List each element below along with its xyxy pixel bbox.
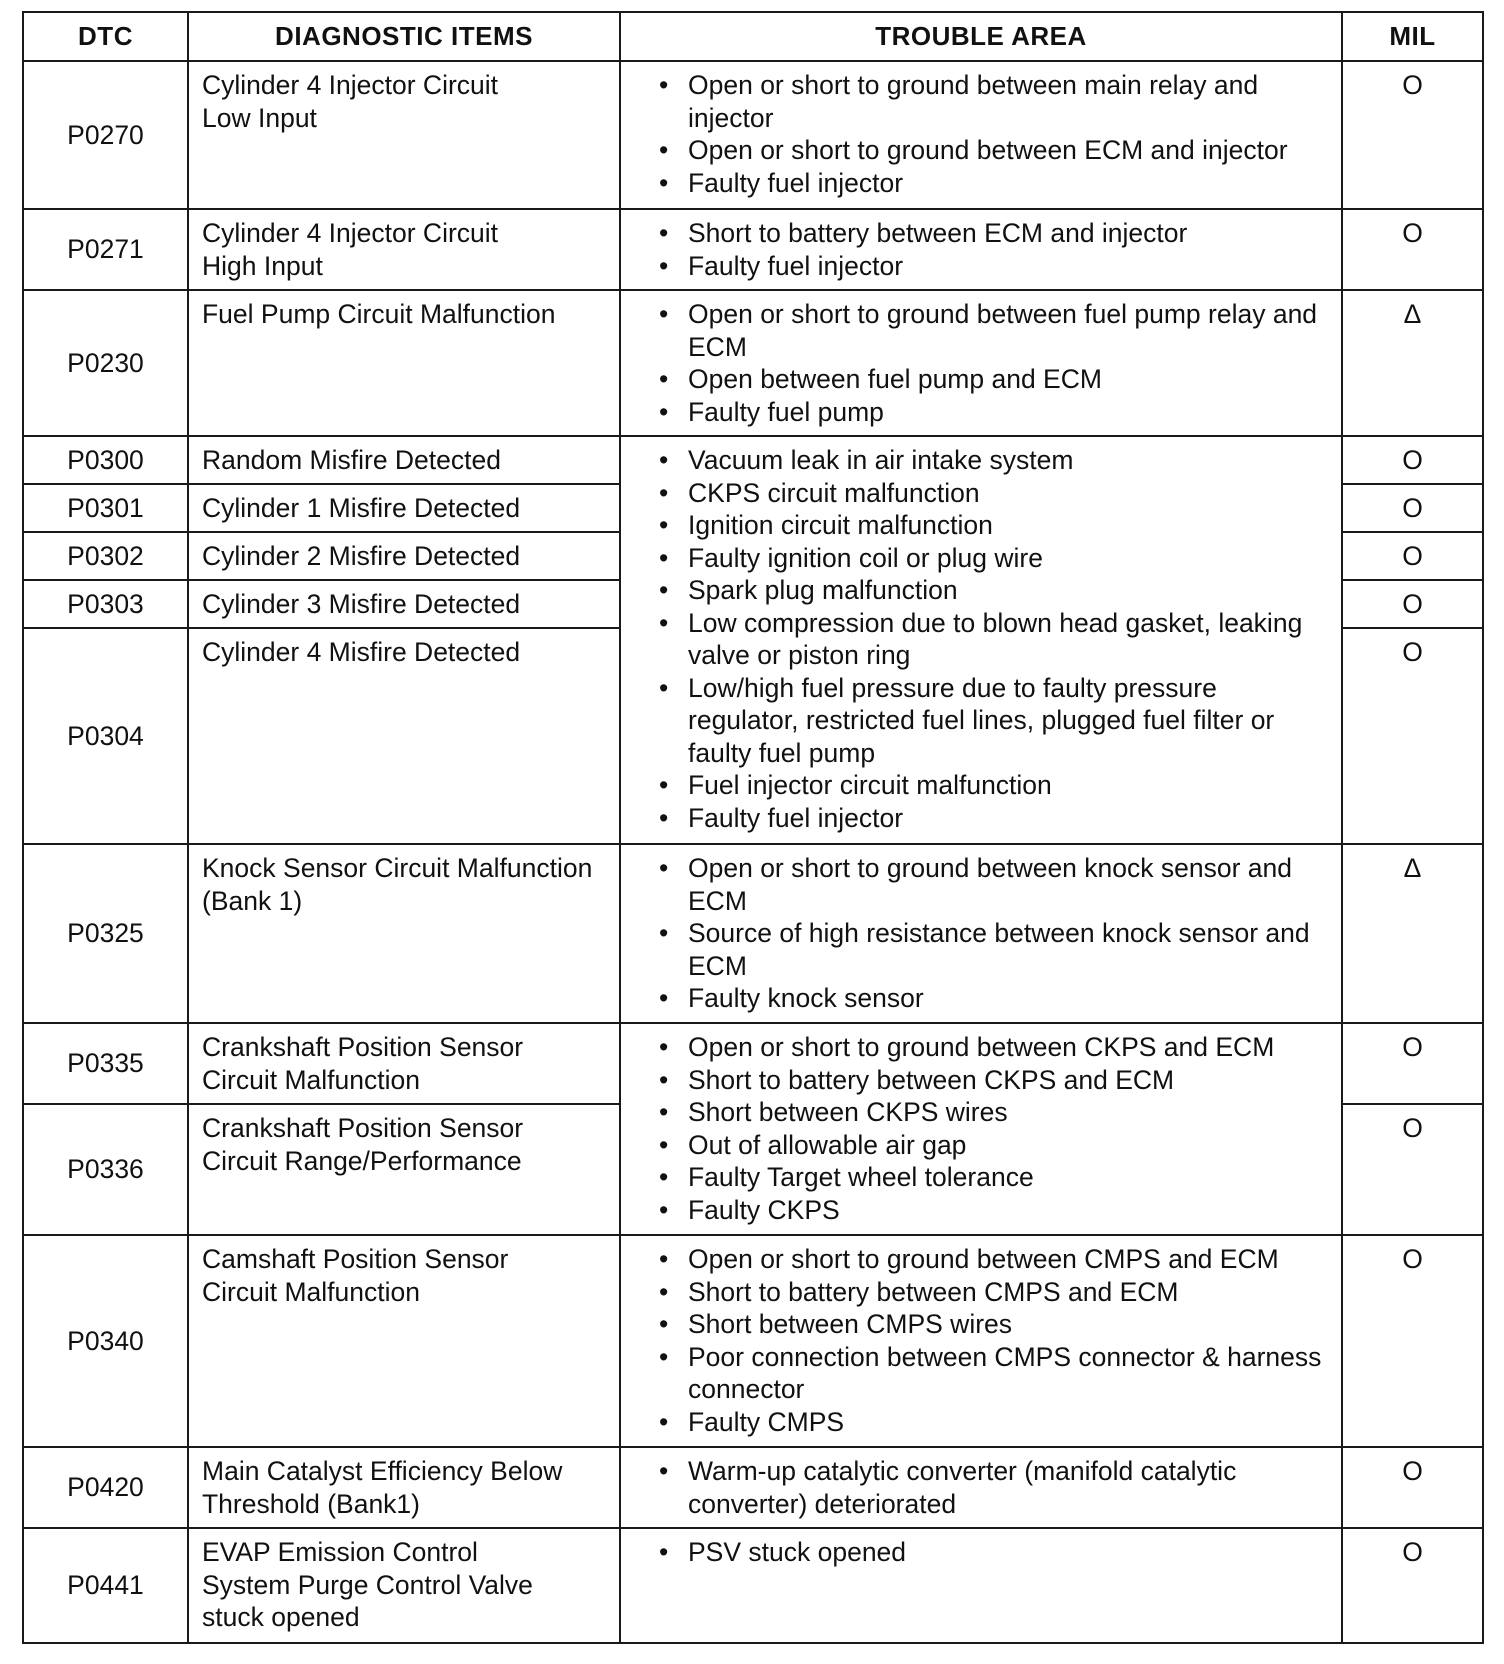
trouble-area-misfire [620, 436, 1342, 844]
dtc-code: P0271 [23, 209, 188, 290]
trouble-item: • Faulty CKPS [659, 1194, 1333, 1227]
trouble-item: • Poor connection between CMPS connector & harness connector [659, 1341, 1333, 1406]
diagnostic-item: Random Misfire Detected [188, 436, 620, 484]
table-row [23, 1528, 1483, 1643]
table-row [23, 290, 1483, 436]
header-row [23, 12, 1483, 61]
dtc-code: P0301 [23, 484, 188, 532]
dtc-code: P0304 [23, 628, 188, 844]
diagnostic-item: Camshaft Position Sensor Circuit Malfunction [188, 1235, 620, 1447]
trouble-item: • Short to battery between ECM and injector [659, 217, 1333, 250]
table-row [23, 1235, 1483, 1447]
trouble-item: • CKPS circuit malfunction [659, 477, 1333, 510]
trouble-area [620, 1447, 1342, 1528]
trouble-item: • Short to battery between CMPS and ECM [659, 1276, 1333, 1309]
trouble-item: • Fuel injector circuit malfunction [659, 769, 1333, 802]
trouble-item: • Faulty fuel pump [659, 396, 1333, 429]
dtc-table [22, 11, 1484, 1644]
mil-indicator: O [1342, 1235, 1483, 1447]
trouble-item: • Out of allowable air gap [659, 1129, 1333, 1162]
mil-indicator: O [1342, 628, 1483, 844]
diagnostic-item: Knock Sensor Circuit Malfunction (Bank 1) [188, 844, 620, 1023]
trouble-item: • PSV stuck opened [659, 1536, 1333, 1569]
trouble-item: • Faulty knock sensor [659, 982, 1333, 1015]
trouble-item: • Spark plug malfunction [659, 574, 1333, 607]
trouble-item: • Ignition circuit malfunction [659, 509, 1333, 542]
trouble-area [620, 844, 1342, 1023]
diagnostic-item: Cylinder 4 Misfire Detected [188, 628, 620, 844]
table-row [23, 1447, 1483, 1528]
dtc-code: P0441 [23, 1528, 188, 1643]
trouble-item: • Open between fuel pump and ECM [659, 363, 1333, 396]
mil-indicator: O [1342, 580, 1483, 628]
dtc-code: P0230 [23, 290, 188, 436]
table-row [23, 1023, 1483, 1104]
trouble-item: • Warm-up catalytic converter (manifold catalytic converter) deteriorated [659, 1455, 1333, 1520]
diagnostic-item: Cylinder 2 Misfire Detected [188, 532, 620, 580]
mil-indicator: O [1342, 532, 1483, 580]
diagnostic-item: Crankshaft Position Sensor Circuit Malfunction [188, 1023, 620, 1104]
trouble-item: • Short between CKPS wires [659, 1096, 1333, 1129]
mil-indicator: O [1342, 1447, 1483, 1528]
mil-indicator: Δ [1342, 290, 1483, 436]
diagnostic-item: Fuel Pump Circuit Malfunction [188, 290, 620, 436]
trouble-item: • Open or short to ground between main relay and injector [659, 69, 1333, 134]
diagnostic-item: Cylinder 1 Misfire Detected [188, 484, 620, 532]
trouble-item: • Vacuum leak in air intake system [659, 444, 1333, 477]
dtc-code: P0270 [23, 61, 188, 209]
dtc-code: P0420 [23, 1447, 188, 1528]
table-row [23, 844, 1483, 1023]
mil-indicator: O [1342, 436, 1483, 484]
trouble-item: • Faulty ignition coil or plug wire [659, 542, 1333, 575]
mil-indicator: O [1342, 1104, 1483, 1235]
mil-indicator: Δ [1342, 844, 1483, 1023]
trouble-area-crankshaft [620, 1023, 1342, 1235]
trouble-item: • Short between CMPS wires [659, 1308, 1333, 1341]
table-row [23, 61, 1483, 209]
trouble-item: • Faulty fuel injector [659, 802, 1333, 835]
mil-indicator: O [1342, 209, 1483, 290]
trouble-item: • Short to battery between CKPS and ECM [659, 1064, 1333, 1097]
trouble-item: • Faulty Target wheel tolerance [659, 1161, 1333, 1194]
trouble-item: • Open or short to ground between knock sensor and ECM [659, 852, 1333, 917]
trouble-area [620, 61, 1342, 209]
trouble-item: • Source of high resistance between knock sensor and ECM [659, 917, 1333, 982]
header-trouble-area: TROUBLE AREA [620, 12, 1342, 61]
trouble-item: • Faulty fuel injector [659, 250, 1333, 283]
diagnostic-item: Crankshaft Position Sensor Circuit Range/Performance [188, 1104, 620, 1235]
mil-indicator: O [1342, 1528, 1483, 1643]
trouble-item: • Open or short to ground between fuel pump relay and ECM [659, 298, 1333, 363]
dtc-code: P0300 [23, 436, 188, 484]
trouble-area [620, 290, 1342, 436]
trouble-item: • Open or short to ground between CKPS and ECM [659, 1031, 1333, 1064]
dtc-code: P0325 [23, 844, 188, 1023]
trouble-item: • Faulty CMPS [659, 1406, 1333, 1439]
trouble-area [620, 1235, 1342, 1447]
table-row [23, 436, 1483, 484]
header-dtc: DTC [23, 12, 188, 61]
table-row [23, 209, 1483, 290]
mil-indicator: O [1342, 484, 1483, 532]
dtc-code: P0340 [23, 1235, 188, 1447]
trouble-item: • Open or short to ground between CMPS and ECM [659, 1243, 1333, 1276]
trouble-area [620, 1528, 1342, 1643]
header-diagnostic-items: DIAGNOSTIC ITEMS [188, 12, 620, 61]
trouble-item: • Low compression due to blown head gasket, leaking valve or piston ring [659, 607, 1333, 672]
dtc-code: P0335 [23, 1023, 188, 1104]
mil-indicator: O [1342, 1023, 1483, 1104]
diagnostic-item: Cylinder 4 Injector Circuit High Input [188, 209, 620, 290]
dtc-code: P0302 [23, 532, 188, 580]
dtc-code: P0303 [23, 580, 188, 628]
diagnostic-item: Cylinder 3 Misfire Detected [188, 580, 620, 628]
trouble-item: • Open or short to ground between ECM and injector [659, 134, 1333, 167]
header-mil: MIL [1342, 12, 1483, 61]
trouble-item: • Low/high fuel pressure due to faulty pressure regulator, restricted fuel lines, plugged fuel filter or faulty fuel pump [659, 672, 1333, 770]
dtc-code: P0336 [23, 1104, 188, 1235]
diagnostic-item: EVAP Emission Control System Purge Control Valve stuck opened [188, 1528, 620, 1643]
diagnostic-item: Cylinder 4 Injector Circuit Low Input [188, 61, 620, 209]
mil-indicator: O [1342, 61, 1483, 209]
trouble-item: • Faulty fuel injector [659, 167, 1333, 200]
trouble-area [620, 209, 1342, 290]
diagnostic-item: Main Catalyst Efficiency Below Threshold (Bank1) [188, 1447, 620, 1528]
